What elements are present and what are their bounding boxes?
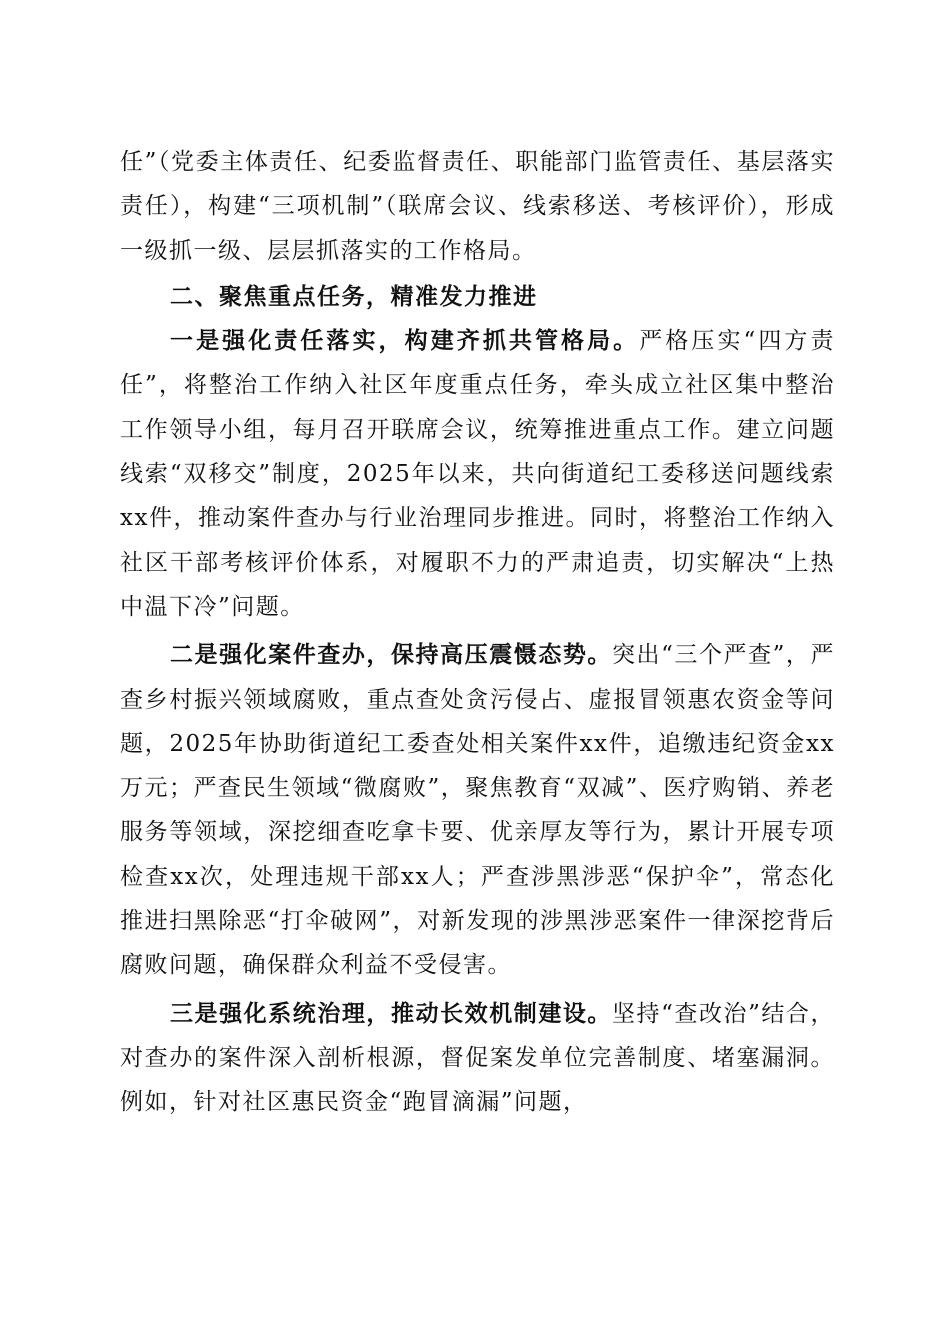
document-body	[120, 140, 835, 1125]
paragraph-lead: 一是强化责任落实，构建齐抓共管格局。	[170, 327, 640, 355]
paragraph-text: 任”（党委主体责任、纪委监督责任、职能部门监管责任、基层落实责任），构建“三项机制”（联席会议、线索移送、考核评价），形成一级抓一级、层层抓落实的工作格局。	[120, 149, 835, 264]
paragraph-case-handling	[120, 633, 835, 987]
paragraph-system-governance	[120, 992, 835, 1125]
paragraph-responsibility	[120, 319, 835, 629]
section-heading-text: 二、聚焦重点任务，精准发力推进	[170, 283, 538, 310]
paragraph-text: 突出“三个严查”，严查乡村振兴领域腐败，重点查处贪污侵占、虚报冒领惠农资金等问题，2025年协助街道纪工委查处相关案件xx件，追缴违纪资金xx万元；严查民生领域“微腐败”，聚焦教育“双减”、医疗购销、养老服务等领域，深挖细查吃拿卡要、优亲厚友等行为，累计开展专项检查xx次，处理违规干部xx人；严查涉黑涉恶“保护伞”，常态化推进扫黑除恶“打伞破网”，对新发现的涉黑涉恶案件一律深挖背后腐败问题，确保群众利益不受侵害。	[120, 642, 835, 979]
paragraph-lead: 三是强化系统治理，推动长效机制建设。	[170, 999, 612, 1027]
paragraph-text: 严格压实“四方责任”，将整治工作纳入社区年度重点任务，牵头成立社区集中整治工作领导小组，每月召开联席会议，统筹推进重点工作。建立问题线索“双移交”制度，2025年以来，共向街道纪工委移送问题线索xx件，推动案件查办与行业治理同步推进。同时，将整治工作纳入社区干部考核评价体系，对履职不力的严肃追责，切实解决“上热中温下冷”问题。	[120, 328, 835, 620]
paragraph-lead: 二是强化案件查办，保持高压震慑态势。	[170, 641, 612, 669]
paragraph-continuation	[120, 140, 835, 273]
section-heading	[120, 275, 835, 319]
paragraph-text: 坚持“查改治”结合，对查办的案件深入剖析根源，督促案发单位完善制度、堵塞漏洞。例如，针对社区惠民资金“跑冒滴漏”问题，	[120, 1000, 835, 1116]
